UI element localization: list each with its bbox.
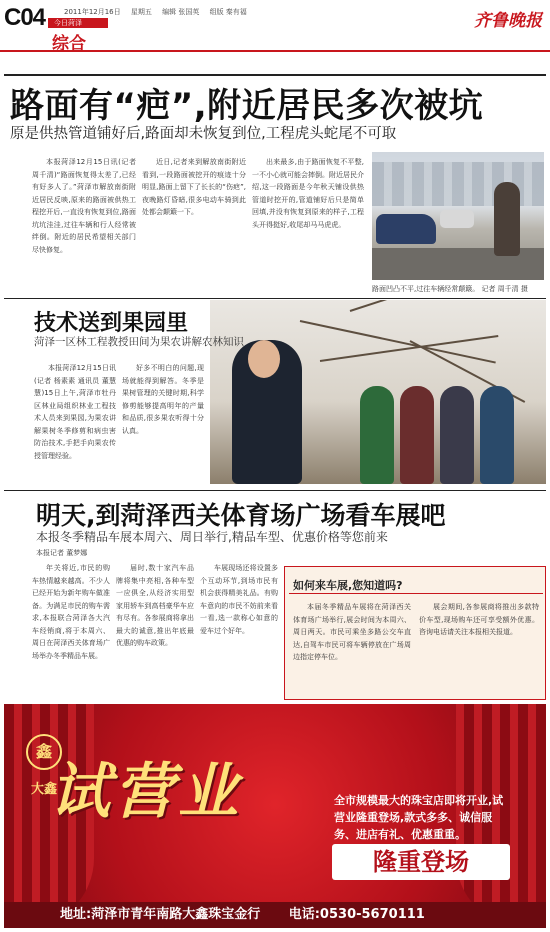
info-box-text-1: 本届冬季精品车展将在菏泽西关体育场广场举行,展会时间为本周六、周日两天。市民可乘坐多路公交车直达,自驾车市民可将车辆停放在广场周边指定停车位。 — [293, 603, 411, 661]
story3-column-2 — [116, 562, 194, 700]
story3-text-1: 年关将近,市民的购车热情越来越高。不少人已经开始为新年购车做准备。为满足市民的购车需求,本报联合菏泽各大汽车经销商,将于本周六、周日在菏泽西关体育场广场举办冬季精品车展。 — [32, 564, 110, 660]
designer-credit: 组版 秦有福 — [209, 8, 247, 16]
farmer-figure — [400, 386, 434, 484]
story1-text-2: 近日,记者来到解放南街附近看到,一段路面被挖开的痕迹十分明显,路面上留下了长长的“伤疤”,夜晚路灯昏暗,很多电动车骑到此处都会颠簸一下。 — [142, 158, 246, 216]
story2-photo[interactable] — [210, 300, 546, 484]
story2-column-1 — [34, 362, 116, 484]
story3-text-2: 届时,数十家汽车品牌将集中亮相,各种车型一应俱全,从经济实用型家用轿车到高档豪华车应有尽有。各参展商将拿出最大的诚意,推出年底最优惠的购车政策。 — [116, 564, 194, 647]
car-figure — [376, 214, 436, 244]
story3-text-3: 车展现场还将设置多个互动环节,到场市民有机会获得精美礼品。有购车意向的市民不妨前来看一看,选一款称心如意的爱车过个好年。 — [200, 564, 278, 635]
jewelry-advertisement[interactable] — [4, 704, 546, 928]
ad-phone[interactable]: 电话:0530-5670111 — [288, 907, 425, 922]
section-divider — [4, 74, 546, 76]
story1-photo-caption: 路面凹凸不平,过往车辆经常颠簸。 记者 周千清 摄 — [372, 285, 528, 293]
story2-headline[interactable]: 技术送到果园里 — [34, 311, 189, 336]
ad-footer — [4, 902, 546, 928]
expert-face — [248, 340, 280, 378]
paper-logo: 齐鲁晚报 — [474, 11, 542, 31]
ad-main-text: 试营业 — [50, 757, 242, 827]
story3-subhead: 本报冬季精品车展本周六、周日举行,精品车型、优惠价格等您前来 — [36, 530, 388, 544]
section-tag: 今日菏泽 — [48, 18, 108, 28]
story1-column-1 — [32, 156, 136, 292]
section-divider — [4, 298, 546, 299]
car-figure-2 — [440, 210, 474, 228]
story1-subhead: 原是供热管道铺好后,路面却未恢复到位,工程虎头蛇尾不可取 — [10, 126, 397, 142]
story1-column-3 — [252, 156, 364, 292]
story3-column-3 — [200, 562, 278, 700]
info-box-column-2 — [419, 601, 539, 695]
brand-logo: 鑫 — [26, 734, 62, 770]
section-divider — [4, 490, 546, 491]
story1-text-1: 本报菏泽12月15日讯(记者 周千清)“路面恢复得太差了,已经有好多人了。”菏泽市解放南街附近居民反映,原来的路面被供热工程挖开后,一直没有恢复到位,路面坑坑洼洼,过往车辆和行人经常被绊倒。附近的居民希望相关部门尽快修复。 — [32, 158, 136, 254]
story2-text-2: 好多不明白的问题,现场就能得到解答。冬季是果树管理的关键时期,科学修剪能够提高明年的产量和品质,很多果农听得十分认真。 — [122, 364, 204, 435]
masthead — [0, 0, 550, 52]
page-number: C04 — [4, 4, 46, 31]
story3-column-1 — [32, 562, 110, 700]
issue-meta — [64, 7, 255, 17]
info-box-title: 如何来车展,您知道吗? — [293, 579, 403, 592]
brand-name: 大鑫 — [30, 782, 57, 797]
story1-photo[interactable] — [372, 152, 544, 280]
issue-weekday: 星期五 — [130, 8, 152, 16]
ad-address: 地址:菏泽市青年南路大鑫珠宝金行 — [60, 907, 261, 922]
info-box-text-2: 展会期间,各参展商将推出多款特价车型,现场购车还可享受额外优惠。咨询电话请关注本报相关报道。 — [419, 603, 539, 636]
farmer-figure — [480, 386, 514, 484]
cyclist-figure — [494, 182, 520, 256]
story3-headline[interactable]: 明天,到菏泽西关体育场广场看车展吧 — [36, 501, 446, 530]
farmer-figure — [440, 386, 474, 484]
issue-date: 2011年12月16日 — [64, 8, 121, 16]
story1-text-3: 出来最多,由于路面恢复不平整,一不小心就可能会摔倒。附近居民介绍,这一段路面是今年秋天铺设供热管道时挖开的,管道铺好后只是简单回填,并没有恢复到原来的样子,工程头开得挺好,收尾却马马虎虎。 — [252, 158, 364, 229]
story1-headline[interactable]: 路面有“疤”,附近居民多次被坑 — [10, 86, 484, 126]
farmer-figure — [360, 386, 394, 484]
info-box-column-1 — [293, 601, 411, 695]
editor-credit: 编辑 张国英 — [162, 8, 200, 16]
ad-slogan: 全市规模最大的珠宝店即将开业,试营业隆重登场,款式多多、诚信服务、进店有礼、优惠重重。 — [334, 794, 504, 841]
story2-subhead: 菏泽一区林工程教授田间为果农讲解农林知识 — [34, 336, 244, 348]
section-name: 综合 — [52, 34, 86, 54]
story3-byline: 本报记者 董梦娜 — [36, 549, 88, 557]
story1-column-2 — [142, 156, 246, 292]
story2-text-1: 本报菏泽12月15日讯(记者 杨素素 通讯员 董慧慧)15日上午,菏泽市牡丹区林业局组织林业工程技术人员来到果园,为果农讲解果树冬季修剪和病虫害防治技术,手把手向果农传授管理经验。 — [34, 364, 116, 460]
story2-column-2 — [122, 362, 204, 484]
ad-banner: 隆重登场 — [332, 844, 510, 880]
info-box — [284, 566, 546, 700]
